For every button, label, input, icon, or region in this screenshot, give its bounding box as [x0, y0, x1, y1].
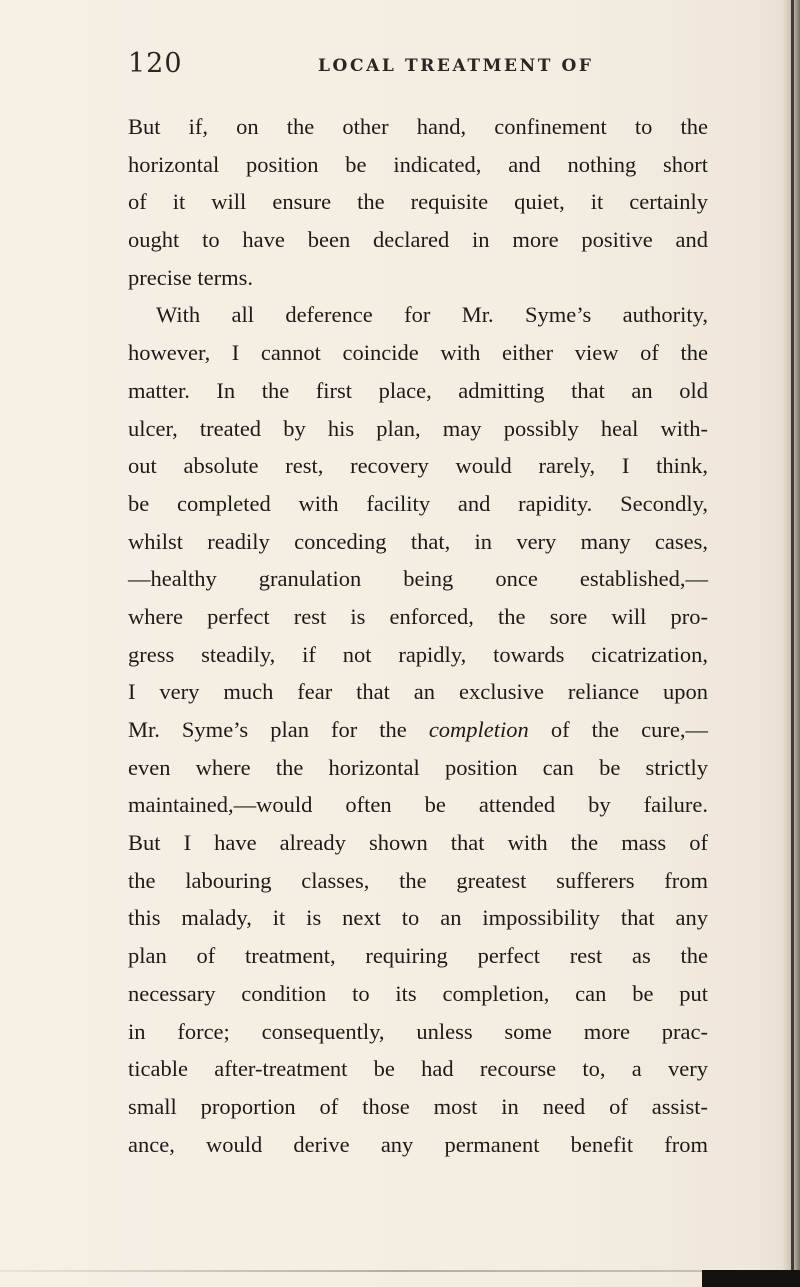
text-line: this malady, it is next to an impossibility that any	[128, 905, 708, 931]
text-line: gress steadily, if not rapidly, towards cicatrization,	[128, 641, 708, 667]
text-line: in force; consequently, unless some more prac-	[128, 1018, 708, 1044]
text-line-start: Mr. Syme’s plan for the	[128, 717, 429, 742]
body-text	[128, 108, 708, 1163]
text-line: maintained,—would often be attended by failure.	[128, 792, 708, 818]
running-head: LOCAL TREATMENT OF	[318, 56, 594, 76]
text-line: whilst readily conceding that, in very many cases,	[128, 528, 708, 554]
text-line: matter. In the first place, admitting that an old	[128, 377, 708, 403]
text-line: small proportion of those most in need of assist-	[128, 1093, 708, 1119]
text-line: be completed with facility and rapidity. Secondly,	[128, 490, 708, 516]
text-line: however, I cannot coincide with either view of the	[128, 340, 708, 366]
text-line: plan of treatment, requiring perfect rest as the	[128, 943, 708, 969]
text-line: ance, would derive any permanent benefit from	[128, 1131, 708, 1157]
text-line	[128, 711, 708, 749]
page-corner-bar	[702, 1270, 800, 1287]
page-number: 120	[128, 48, 183, 79]
page-bottom-edge	[0, 1270, 800, 1272]
text-line: out absolute rest, recovery would rarely, I think,	[128, 453, 708, 479]
text-line: But I have already shown that with the mass of	[128, 830, 708, 856]
text-line: even where the horizontal position can be strictly	[128, 754, 708, 780]
text-line: necessary condition to its completion, can be put	[128, 980, 708, 1006]
text-line: ought to have been declared in more positive and	[128, 227, 708, 253]
text-line: —healthy granulation being once established,—	[128, 566, 708, 592]
text-line: the labouring classes, the greatest sufferers from	[128, 867, 708, 893]
text-line: With all deference for Mr. Syme’s authority,	[156, 302, 708, 328]
page-edge-line	[791, 0, 794, 1287]
text-line-end: of the cure,—	[528, 717, 708, 742]
text-line: precise terms.	[128, 264, 253, 290]
text-line: where perfect rest is enforced, the sore will pro-	[128, 603, 708, 629]
italic-word: completion	[428, 717, 529, 742]
text-line: horizontal position be indicated, and nothing short	[128, 151, 708, 177]
page-header	[128, 48, 748, 88]
text-line: I very much fear that an exclusive reliance upon	[128, 679, 708, 705]
text-line: But if, on the other hand, confinement to the	[128, 114, 708, 139]
text-line: ulcer, treated by his plan, may possibly heal with-	[128, 415, 708, 441]
text-line: ticable after-treatment be had recourse to, a very	[128, 1056, 708, 1082]
text-line: of it will ensure the requisite quiet, it certainly	[128, 189, 708, 215]
